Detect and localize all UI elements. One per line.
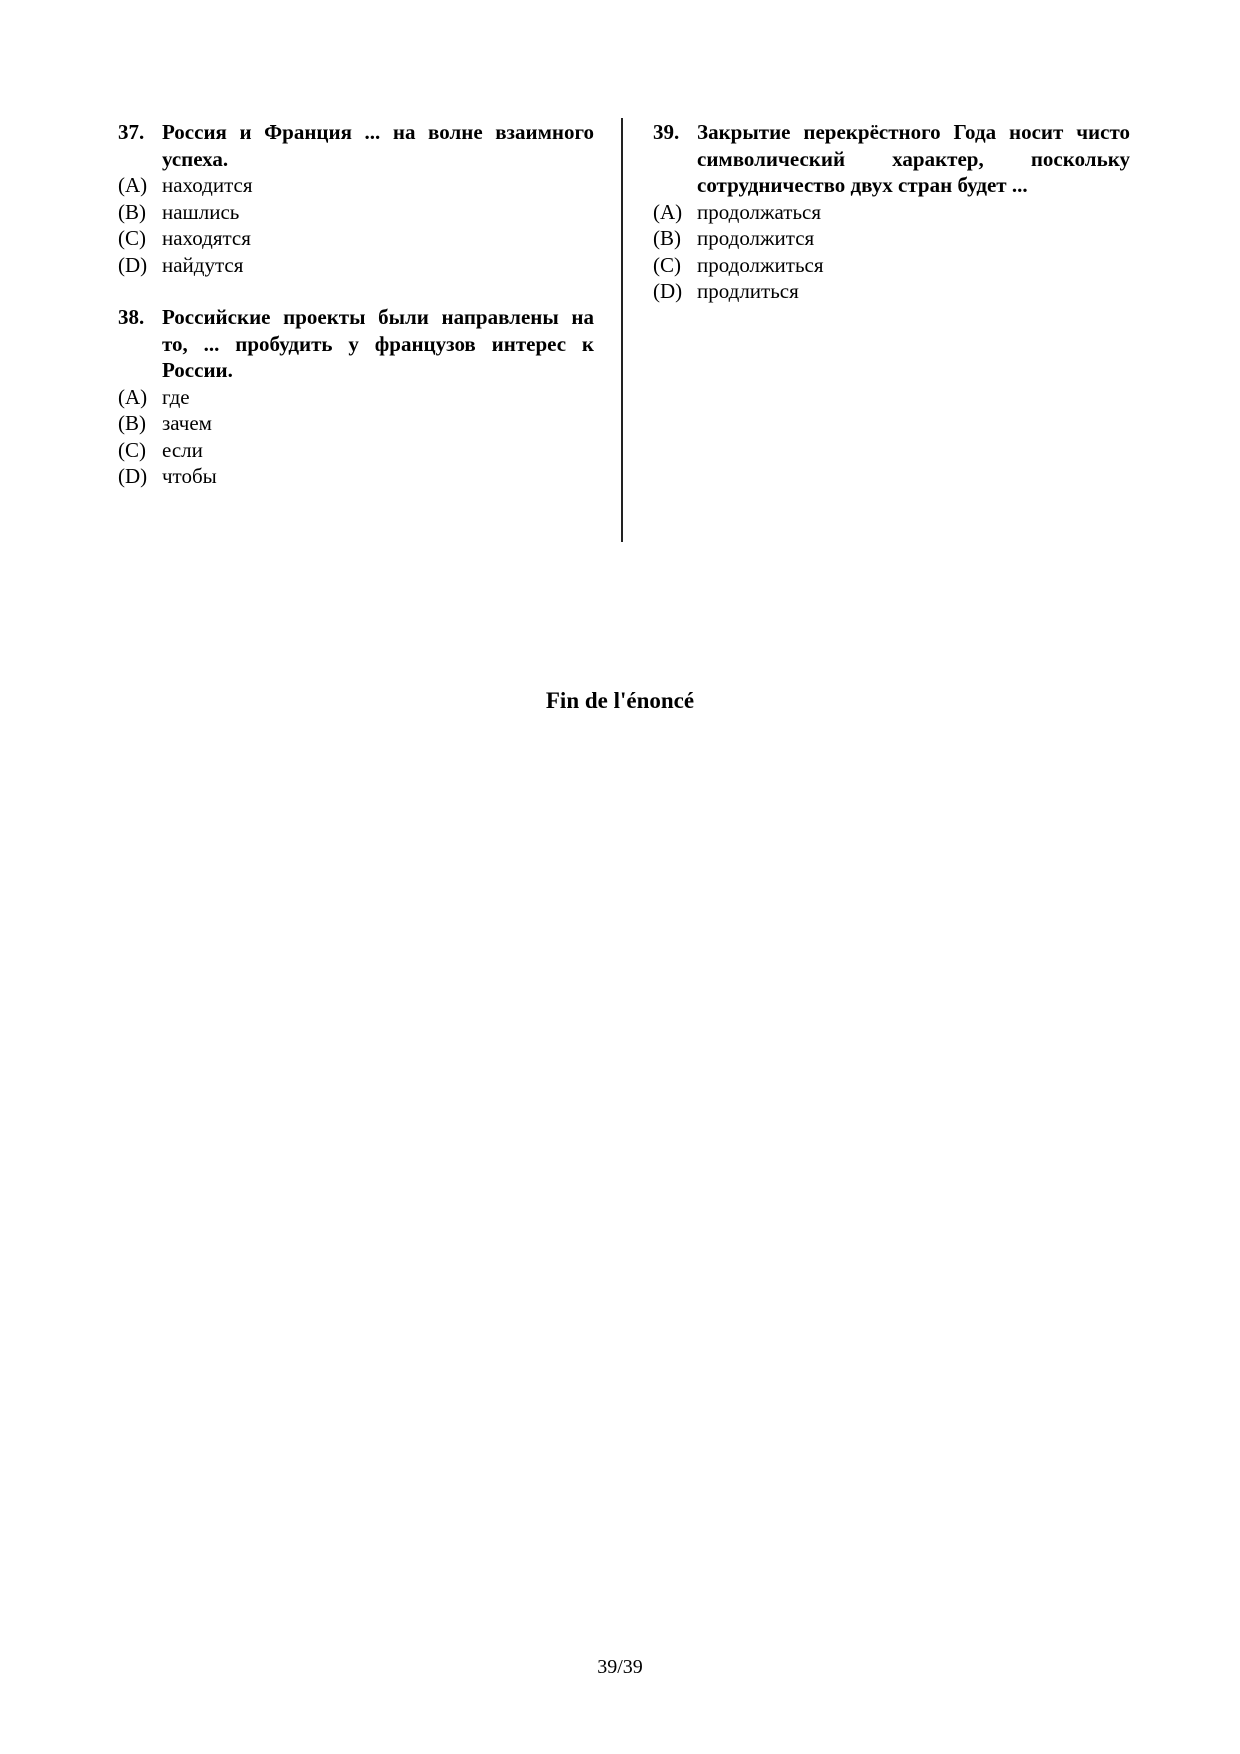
option-text: если (162, 437, 203, 462)
option-d (653, 278, 1130, 305)
option-label: (C) (118, 437, 146, 462)
option-label: (A) (118, 384, 148, 409)
question-number: 38. (118, 305, 145, 329)
option-text: найдутся (162, 252, 244, 277)
option-text: находится (162, 173, 253, 197)
question-text: Россия и Франция ... на волне взаимного успеха. (162, 120, 594, 171)
option-label: (D) (118, 252, 148, 277)
option-d (118, 463, 594, 490)
option-c (118, 437, 594, 464)
option-b (118, 199, 594, 226)
option-label: (B) (653, 226, 681, 250)
column-divider (621, 118, 623, 542)
option-a (118, 384, 594, 411)
left-column (118, 119, 594, 490)
end-of-statement: Fin de l'énoncé (545, 688, 695, 713)
option-label: (A) (118, 173, 148, 197)
question-text: Российские проекты были направлены на то, ... пробудить у французов интерес к России. (162, 305, 594, 382)
option-b (653, 225, 1130, 252)
option-text: продолжится (697, 226, 815, 250)
option-label: (C) (118, 226, 146, 250)
page-number: 39/39 (597, 1656, 643, 1678)
question-number: 37. (118, 120, 145, 144)
question-39 (653, 119, 1130, 305)
option-a (118, 172, 594, 199)
option-text: продлиться (697, 279, 799, 303)
option-text: находятся (162, 226, 251, 250)
question-38 (118, 304, 594, 490)
option-label: (D) (118, 464, 148, 488)
option-c (118, 225, 594, 252)
option-c (653, 252, 1130, 279)
option-text: продолжаться (697, 199, 822, 224)
option-label: (B) (118, 411, 146, 435)
option-text: чтобы (162, 464, 217, 488)
option-label: (B) (118, 199, 146, 224)
option-d (118, 252, 594, 279)
option-label: (A) (653, 199, 683, 224)
option-text: где (162, 384, 190, 409)
question-number: 39. (653, 120, 680, 144)
option-text: нашлись (162, 199, 240, 224)
option-b (118, 410, 594, 437)
option-label: (D) (653, 279, 683, 303)
option-text: зачем (162, 411, 212, 435)
question-37 (118, 119, 594, 278)
option-a (653, 199, 1130, 226)
option-text: продолжиться (697, 252, 824, 277)
right-column (653, 119, 1130, 305)
option-label: (C) (653, 252, 681, 277)
question-text: Закрытие перекрёстного Года носит чисто символический характер, поскольку сотрудничество двух стран будет ... (697, 120, 1130, 197)
